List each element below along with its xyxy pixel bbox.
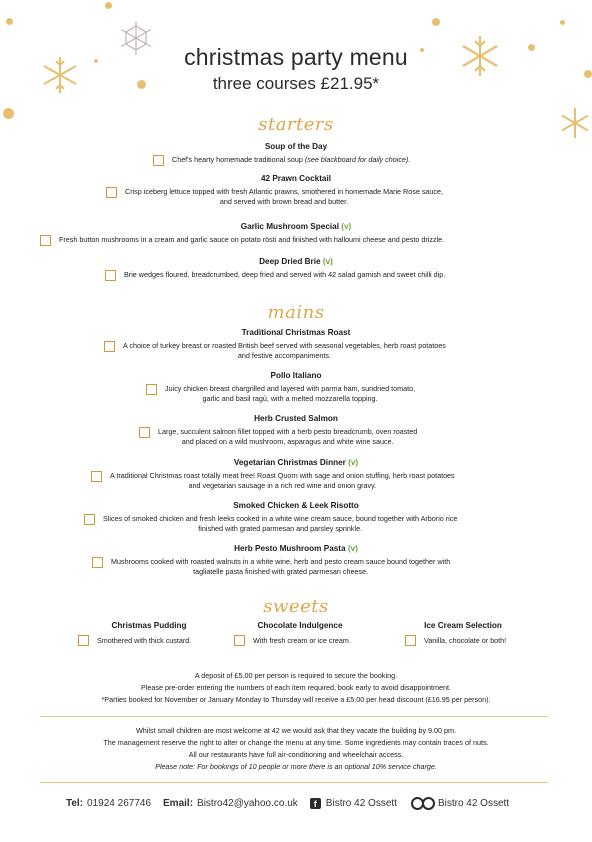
sweet-item xyxy=(64,621,234,646)
dish-description: Brie wedges floured, breadcrumbed, deep fried and served with 42 salad garnish and sweet chilli dip. xyxy=(124,270,446,279)
decor-dot xyxy=(432,18,440,26)
dish-row xyxy=(91,471,455,491)
order-checkbox[interactable] xyxy=(40,235,51,246)
vegetarian-badge: (v) xyxy=(322,257,333,266)
dish-description: A traditional Christmas roast totally meat free! Roast Quorn with sage and onion stuffing, herb roast potatoes and vegetarian sausage in a rich red wine and onion gravy. xyxy=(110,471,455,490)
dish-name: Ice Cream Selection xyxy=(424,621,502,630)
booking-note: Please pre-order entering the numbers of each item required, book early to avoid disappointment. xyxy=(140,683,452,692)
dish-row xyxy=(146,384,415,404)
dish-description: Smothered with thick custard. xyxy=(97,635,192,645)
dish-description: Vanilla, chocolate or both! xyxy=(424,635,507,645)
dish-name: Smoked Chicken & Leek Risotto xyxy=(233,501,359,510)
dish-row xyxy=(40,235,444,246)
decor-dot xyxy=(560,20,565,25)
booking-note: *Parties booked for November or January Monday to Thursday will receive a £5.00 per head discount (£16.95 per person). xyxy=(101,695,491,704)
contact-footer xyxy=(66,796,509,810)
sweet-item xyxy=(378,621,548,646)
dish-name: Deep Dried Brie (v) xyxy=(259,257,333,266)
dish-description: With fresh cream or ice cream. xyxy=(253,635,351,645)
order-checkbox[interactable] xyxy=(153,155,164,166)
dish-name: Traditional Christmas Roast xyxy=(241,328,351,337)
dish-description: Crisp iceberg lettuce topped with fresh Atlantic prawns, smothered in homemade Marie Rose sauce, and served with brown bread and butter. xyxy=(125,187,444,206)
dish-row xyxy=(139,427,417,447)
dish-row xyxy=(92,557,450,577)
dish-name: Christmas Pudding xyxy=(111,621,187,630)
vegetarian-badge: (v) xyxy=(347,544,358,553)
order-checkbox[interactable] xyxy=(146,384,157,395)
tripadvisor-icon xyxy=(411,797,433,810)
dish-row xyxy=(105,270,445,281)
order-checkbox[interactable] xyxy=(84,514,95,525)
dish-row xyxy=(106,187,443,207)
vegetarian-badge: (v) xyxy=(341,222,352,231)
vegetarian-badge: (v) xyxy=(348,458,359,467)
tripadvisor-link[interactable]: Bistro 42 Ossett xyxy=(437,797,510,809)
facebook-link[interactable]: Bistro 42 Ossett xyxy=(325,797,397,809)
section-heading-sweets: sweets xyxy=(263,596,329,617)
decor-dot xyxy=(6,18,13,25)
booking-note: A deposit of £5.00 per person is required to secure the booking. xyxy=(194,671,398,680)
menu-price: three courses £21.95* xyxy=(212,74,380,93)
order-checkbox[interactable] xyxy=(139,427,150,438)
order-checkbox[interactable] xyxy=(78,635,89,646)
dish-description: A choice of turkey breast or roasted British beef served with seasonal vegetables, herb roast potatoes and festive accompaniments. xyxy=(123,341,446,360)
dish-name: Herb Crusted Salmon xyxy=(254,414,338,423)
policy-note: All our restaurants have full air-conditioning and wheelchair access. xyxy=(188,750,404,759)
divider xyxy=(40,716,548,717)
tel-label: Tel: xyxy=(66,797,84,809)
dish-name: Vegetarian Christmas Dinner (v) xyxy=(233,458,359,467)
dish-row xyxy=(104,341,446,361)
sweet-item xyxy=(215,621,385,646)
policy-note: Whilst small children are most welcome at 42 we would ask that they vacate the building by 9.00 pm. xyxy=(136,726,456,735)
dish-description: Mushrooms cooked with roasted walnuts in a white wine, herb and pesto cream sauce bound together with tagliatelle pasta finished with grated parmesan cheese. xyxy=(111,557,451,576)
dish-name: Herb Pesto Mushroom Pasta (v) xyxy=(234,544,358,553)
email-label: Email: xyxy=(163,797,194,809)
service-charge-note: Please note: For bookings of 10 people or more there is an optional 10% service charge. xyxy=(155,762,437,771)
email-address[interactable]: Bistro42@yahoo.co.uk xyxy=(197,797,298,809)
divider xyxy=(40,782,548,783)
dish-description: Fresh button mushrooms in a cream and garlic sauce on potato rösti and finished with halloumi cheese and pesto drizzle. xyxy=(59,235,445,244)
dish-name: Soup of the Day xyxy=(264,142,328,151)
dish-description: Juicy chicken breast chargrilled and layered with parma ham, sundried tomato, garlic and basil ragù, with a melted mozzarella topping. xyxy=(165,384,416,403)
order-checkbox[interactable] xyxy=(106,187,117,198)
dish-description: Chef's hearty homemade traditional soup (see blackboard for daily choice). xyxy=(172,155,411,164)
dish-row xyxy=(215,635,385,646)
dish-row xyxy=(378,635,548,646)
dish-name: Pollo Italiano xyxy=(270,371,322,380)
facebook-icon: f xyxy=(310,798,321,809)
order-checkbox[interactable] xyxy=(104,341,115,352)
policy-note: The management reserve the right to alter or change the menu at any time. Some ingredients may contain traces of nuts. xyxy=(103,738,489,747)
order-checkbox[interactable] xyxy=(234,635,245,646)
dish-name: Garlic Mushroom Special (v) xyxy=(240,222,352,231)
order-checkbox[interactable] xyxy=(405,635,416,646)
phone-number[interactable]: 01924 267746 xyxy=(87,797,152,809)
dish-name: 42 Prawn Cocktail xyxy=(260,174,332,183)
dish-row xyxy=(153,155,410,166)
order-checkbox[interactable] xyxy=(91,471,102,482)
menu-title: christmas party menu xyxy=(184,44,408,70)
section-heading-starters: starters xyxy=(258,114,334,135)
order-checkbox[interactable] xyxy=(92,557,103,568)
dish-description: Slices of smoked chicken and fresh leeks cooked in a white wine cream sauce, bound together with Arborio rice finished with grated parmesan and parsley sprinkle. xyxy=(103,514,458,533)
section-heading-mains: mains xyxy=(267,302,325,323)
dish-row xyxy=(64,635,234,646)
order-checkbox[interactable] xyxy=(105,270,116,281)
decor-dot xyxy=(105,2,112,9)
dish-description: Large, succulent salmon fillet topped with a herb pesto breadcrumb, oven roasted and placed on a wild mushroom, asparagus and white wine sauce. xyxy=(158,427,418,446)
dish-row xyxy=(84,514,457,534)
dish-name: Chocolate Indulgence xyxy=(257,621,343,630)
